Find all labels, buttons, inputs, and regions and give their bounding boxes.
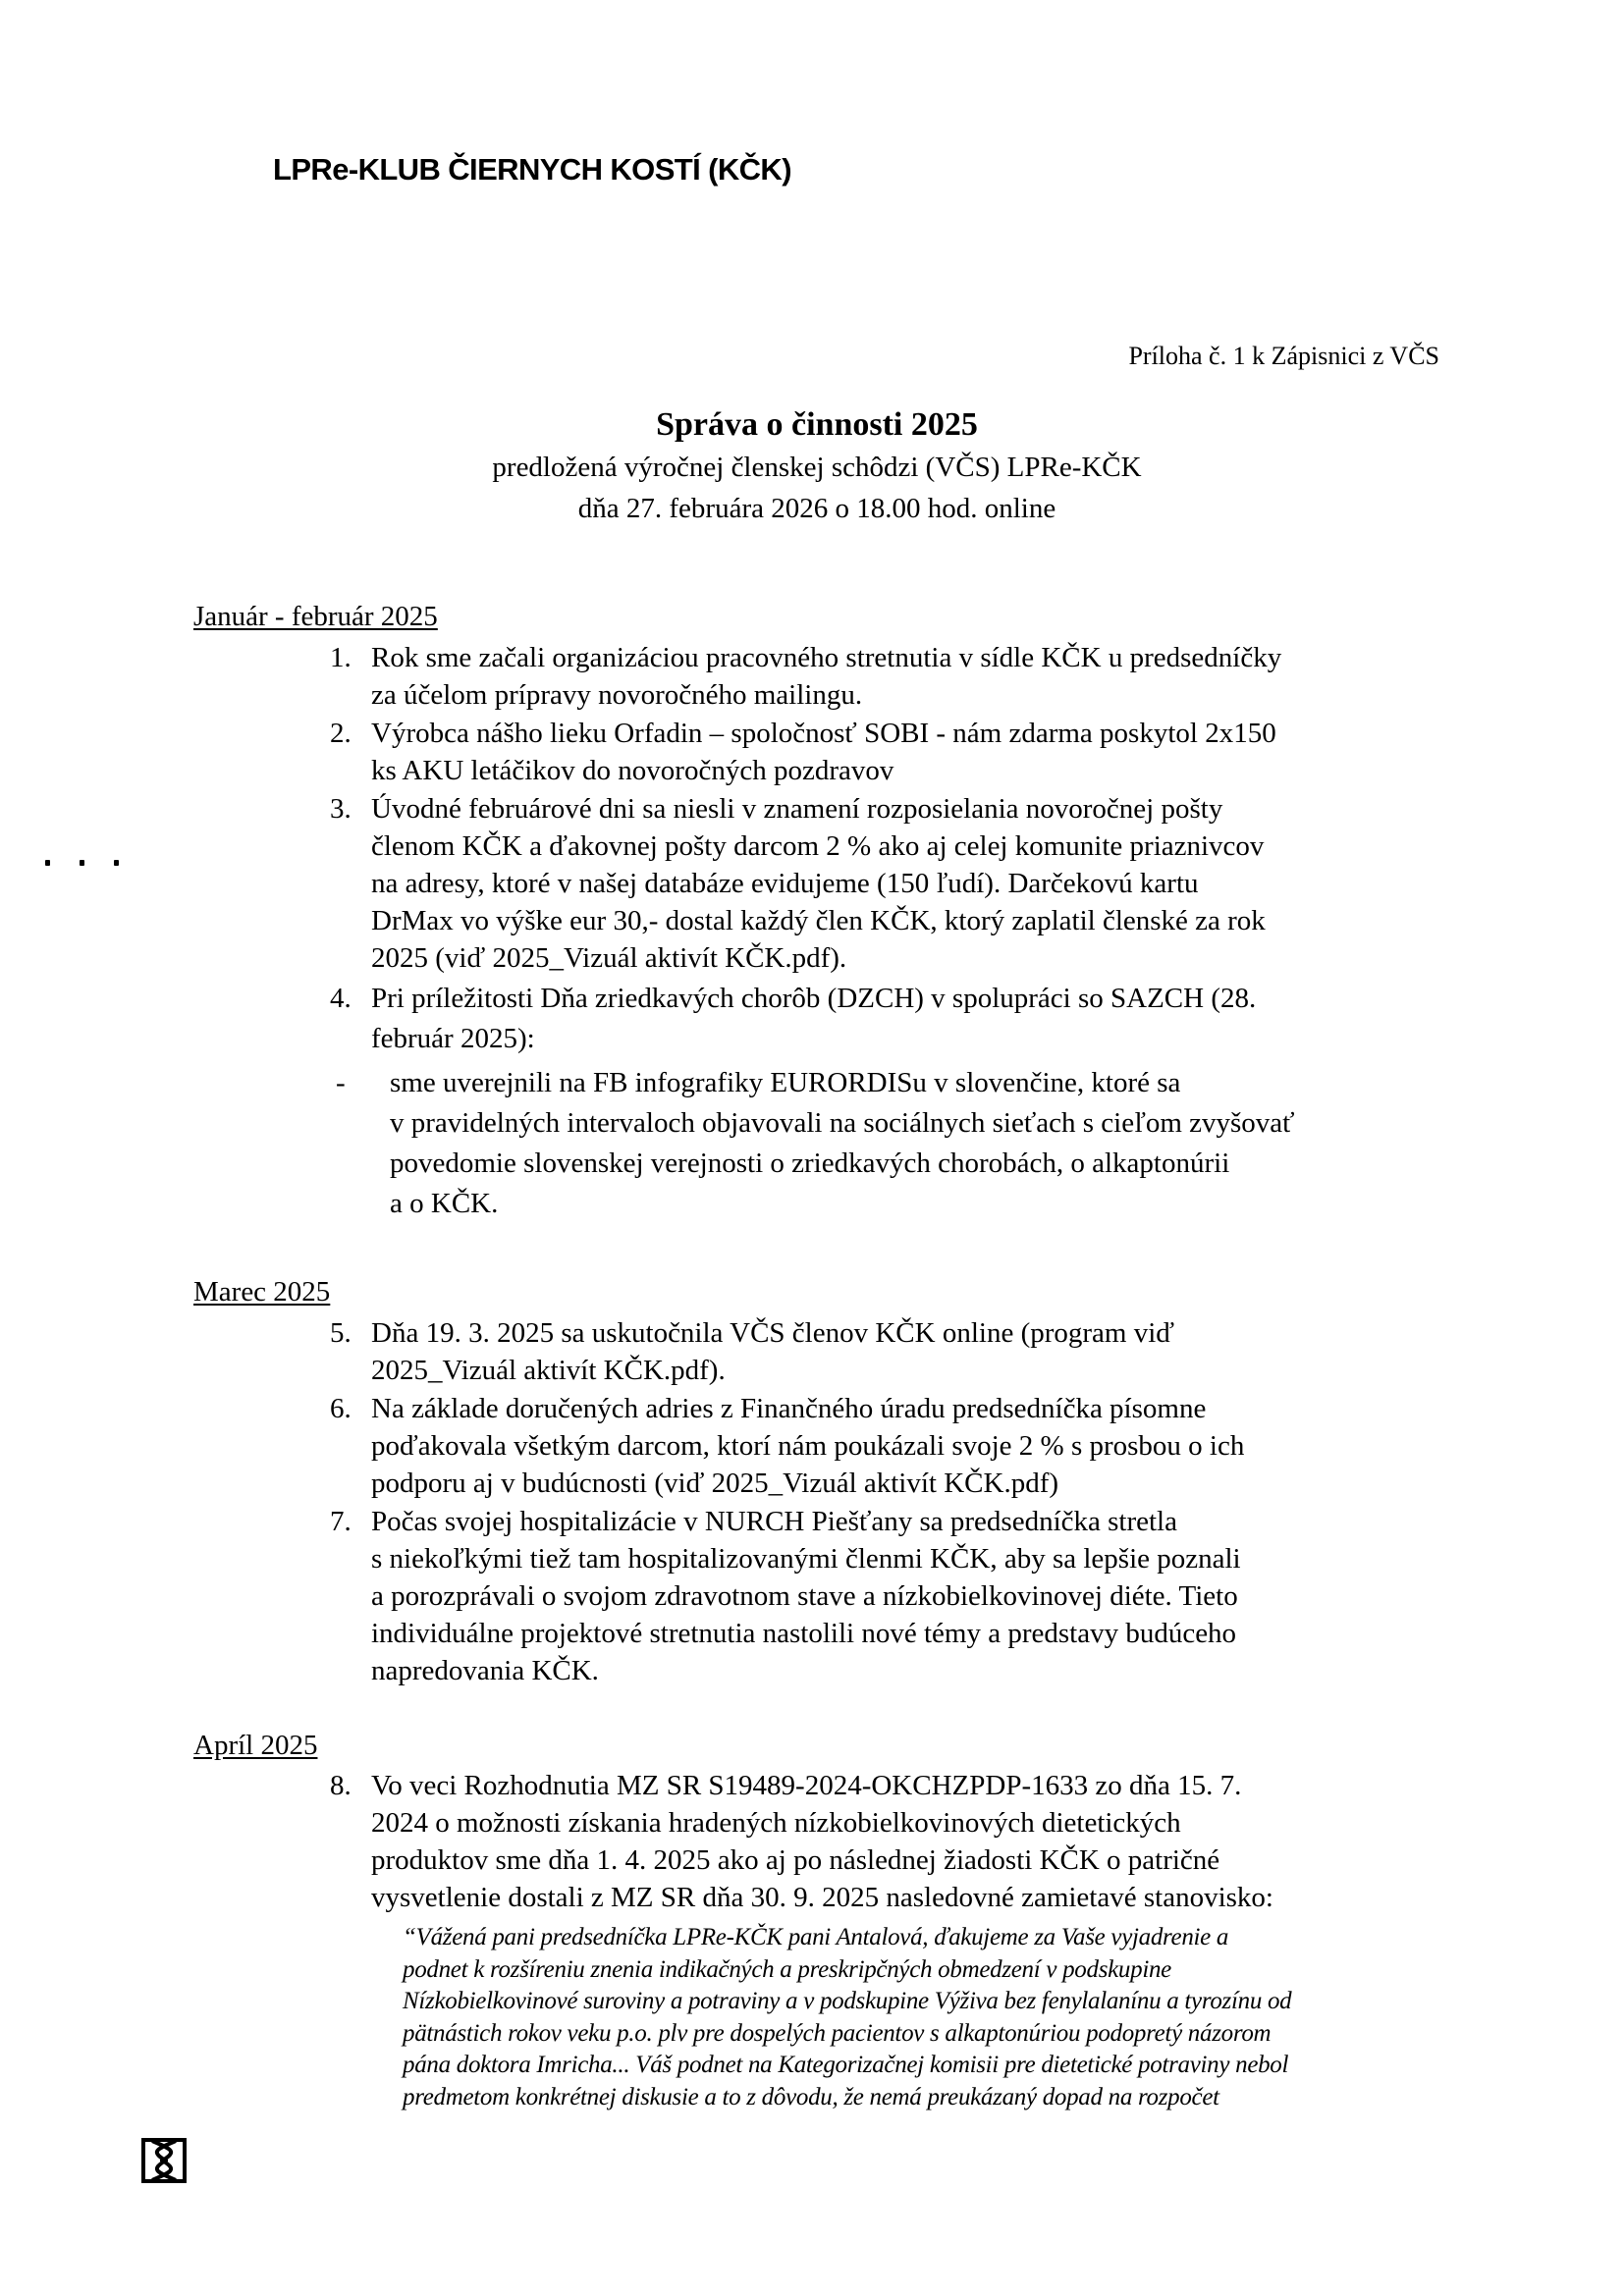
item-line: ks AKU letáčikov do novoročných pozdravov: [371, 755, 894, 786]
section-heading-april: Apríl 2025: [193, 1730, 318, 1761]
report-subtitle-line-1: predložená výročnej členskej schôdzi (VČS) LPRe-KČK: [492, 452, 1142, 483]
item-line: Vo veci Rozhodnutia MZ SR S19489-2024-OKCHZPDP-1633 zo dňa 15. 7.: [371, 1770, 1242, 1801]
quote-line: pána doktora Imricha... Váš podnet na Kategorizačnej komisii pre dietetické potraviny nebol: [403, 2052, 1289, 2078]
bullet-item: [336, 1063, 1465, 1224]
report-subtitle-line-2: dňa 27. februára 2026 o 18.00 hod. online: [577, 493, 1056, 524]
item-line: vysvetlenie dostali z MZ SR dňa 30. 9. 2025 nasledovné zamietavé stanovisko:: [371, 1882, 1273, 1913]
list-item-5: [330, 1314, 1459, 1389]
item-line: 2024 o možnosti získania hradených nízkobielkovinových dietetických: [371, 1807, 1181, 1839]
item-number: 8.: [330, 1770, 352, 1801]
dot-icon: [114, 860, 119, 866]
item-line: február 2025):: [371, 1023, 535, 1054]
bullet-line: v pravidelných intervaloch objavovali na sociálnych sieťach s cieľom zvyšovať: [390, 1107, 1295, 1139]
section-heading-march: Marec 2025: [193, 1276, 331, 1308]
item-number: 5.: [330, 1317, 352, 1349]
report-title: Správa o činnosti 2025: [656, 406, 978, 443]
list-item-3: [330, 790, 1459, 977]
item-number: 3.: [330, 793, 352, 825]
list-item-6: [330, 1390, 1459, 1502]
organization-title: LPRe-KLUB ČIERNYCH KOSTÍ (KČK): [273, 152, 791, 187]
section-heading-january-february: Január - február 2025: [193, 601, 438, 632]
quote-line: pätnástich rokov veku p.o. plv pre dospelých pacientov s alkaptonúriou podopretý názorom: [403, 2019, 1272, 2047]
quote-line: “Vážená pani predsedníčka LPRe-KČK pani Antalová, ďakujeme za Vaše vyjadrenie a: [403, 1924, 1229, 1950]
item-line: napredovania KČK.: [371, 1655, 599, 1686]
list-item-4: [330, 979, 1459, 1059]
list-item-2: [330, 715, 1459, 789]
klub-ciernych-kosti-logo-icon: [140, 2137, 188, 2184]
item-line: a porozprávali o svojom zdravotnom stave a nízkobielkovinovej diéte. Tieto: [371, 1580, 1238, 1612]
item-line: za účelom prípravy novoročného mailingu.: [371, 679, 863, 711]
item-line: Výrobca nášho lieku Orfadin – spoločnosť SOBI - nám zdarma poskytol 2x150: [371, 718, 1276, 749]
item-line: Na základe doručených adries z Finančného úradu predsedníčka písomne: [371, 1393, 1207, 1424]
item-line: individuálne projektové stretnutia nastolili nové témy a predstavy budúceho: [371, 1618, 1237, 1649]
bullet-line: sme uverejnili na FB infografiky EURORDISu v slovenčine, ktoré sa: [390, 1067, 1181, 1098]
item-line: na adresy, ktoré v našej databáze evidujeme (150 ľudí). Darčekovú kartu: [371, 868, 1199, 899]
item-line: členom KČK a ďakovnej pošty darcom 2 % ako aj celej komunite priaznivcov: [371, 830, 1265, 862]
item-line: Pri príležitosti Dňa zriedkavých chorôb (DZCH) v spolupráci so SAZCH (28.: [371, 983, 1257, 1014]
list-item-8: [330, 1767, 1459, 1916]
item-line: s niekoľkými tiež tam hospitalizovanými členmi KČK, aby sa lepšie poznali: [371, 1543, 1241, 1575]
item-line: poďakovala všetkým darcom, ktorí nám poukázali svoje 2 % s prosbou o ich: [371, 1430, 1245, 1462]
item-number: 7.: [330, 1506, 352, 1537]
dash-bullet-icon: -: [336, 1067, 346, 1098]
item-line: Úvodné februárové dni sa niesli v znamení rozposielania novoročnej pošty: [371, 793, 1223, 825]
margin-dots-marker: [45, 860, 119, 866]
annex-label: Príloha č. 1 k Zápisnici z VČS: [1128, 342, 1439, 370]
list-item-7: [330, 1503, 1459, 1689]
dot-icon: [80, 860, 84, 866]
item-line: Počas svojej hospitalizácie v NURCH Piešťany sa predsedníčka stretla: [371, 1506, 1177, 1537]
item-line: podporu aj v budúcnosti (viď 2025_Vizuál aktivít KČK.pdf): [371, 1468, 1059, 1499]
item-line: DrMax vo výške eur 30,- dostal každý člen KČK, ktorý zaplatil členské za rok: [371, 905, 1266, 936]
item-number: 2.: [330, 718, 352, 749]
item-line: 2025_Vizuál aktivít KČK.pdf).: [371, 1355, 726, 1386]
ministry-response-quote: [403, 1922, 1291, 2113]
item-line: produktov sme dňa 1. 4. 2025 ako aj po následnej žiadosti KČK o patričné: [371, 1844, 1220, 1876]
item-line: Rok sme začali organizáciou pracovného stretnutia v sídle KČK u predsedníčky: [371, 642, 1282, 673]
item-number: 4.: [330, 983, 352, 1014]
quote-line: Nízkobielkovinové suroviny a potraviny a v podskupine Výživa bez fenylalanínu a tyrozínu od: [403, 1988, 1292, 2014]
bullet-line: povedomie slovenskej verejnosti o zriedkavých chorobách, o alkaptonúrii: [390, 1148, 1230, 1179]
item-number: 6.: [330, 1393, 352, 1424]
item-line: 2025 (viď 2025_Vizuál aktivít KČK.pdf).: [371, 942, 847, 974]
quote-line: predmetom konkrétnej diskusie a to z dôvodu, že nemá preukázaný dopad na rozpočet: [403, 2083, 1219, 2110]
list-item-1: [330, 639, 1459, 714]
item-line: Dňa 19. 3. 2025 sa uskutočnila VČS členov KČK online (program viď: [371, 1317, 1175, 1349]
bullet-line: a o KČK.: [390, 1188, 499, 1219]
dot-icon: [45, 860, 50, 866]
quote-line: podnet k rozšíreniu znenia indikačných a preskripčných obmedzení v podskupine: [403, 1955, 1171, 1983]
item-number: 1.: [330, 642, 352, 673]
